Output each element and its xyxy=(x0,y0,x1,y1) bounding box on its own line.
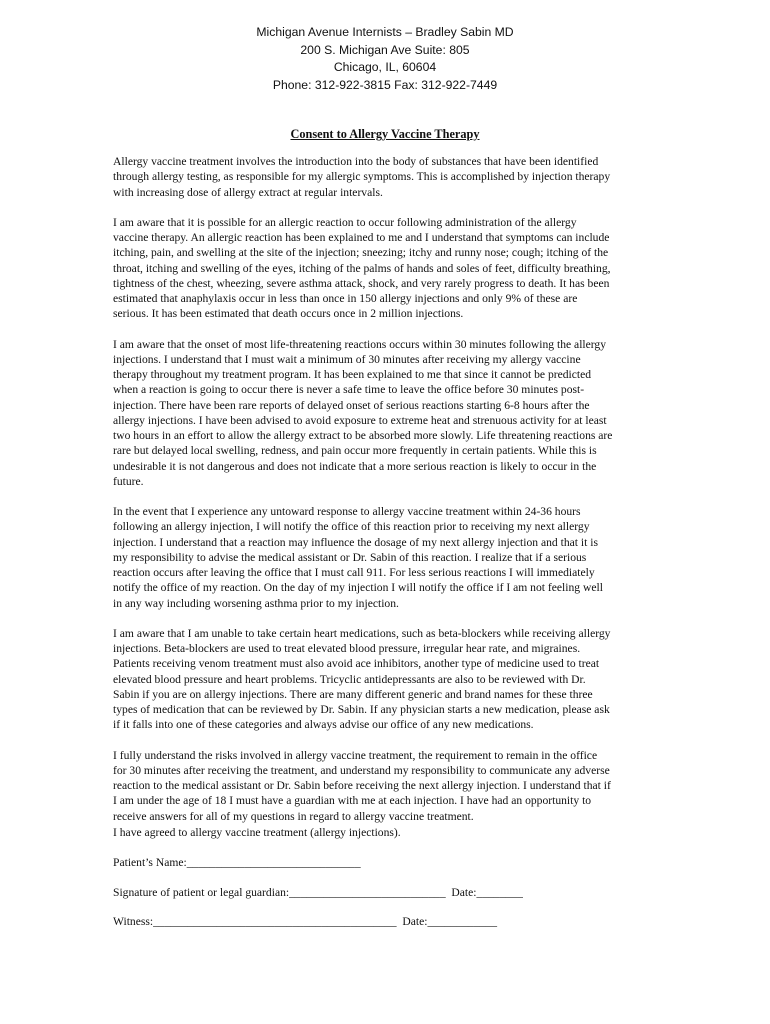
paragraph-line: in any way including worsening asthma prior to my injection. xyxy=(113,596,399,610)
consent-paragraph xyxy=(113,337,659,490)
paragraph-line: future. xyxy=(113,474,144,488)
paragraph-line: following an allergy injection, I will notify the office of this reaction prior to receiving my next allergy xyxy=(113,520,590,534)
consent-body xyxy=(113,154,659,839)
practice-city: Chicago, IL, 60604 xyxy=(333,60,437,75)
paragraph-line: my responsibility to advise the medical assistant or Dr. Sabin of this reaction. I realize that if a serious xyxy=(113,550,587,564)
paragraph-line: Allergy vaccine treatment involves the introduction into the body of substances that have been identified xyxy=(113,155,599,168)
paragraph-line: serious. It has been estimated that death occurs once in 2 million injections. xyxy=(113,307,464,321)
paragraph-line: notify the office of my reaction. On the day of my injection I will notify the office if I am not feeling well xyxy=(113,581,603,595)
paragraph-line: I am under the age of 18 I must have a guardian with me at each injection. I have had an opportunity to xyxy=(113,794,592,808)
letterhead xyxy=(0,24,770,94)
paragraph-line: two hours in an effort to allow the allergy extract to be absorbed more slowly. Life threatening reactions are xyxy=(113,429,613,442)
paragraph-line: tightness of the chest, wheezing, severe asthma attack, shock, and very rarely progress to death. It has been xyxy=(113,276,610,290)
paragraph-line: Patients receiving venom treatment must also avoid ace inhibitors, another type of medicine used to treat xyxy=(113,657,600,671)
paragraph-line: In the event that I experience any untoward response to allergy vaccine treatment within 24-36 hours xyxy=(113,505,581,518)
paragraph-line: when a reaction is going to occur there is never a safe time to leave the office before 30 minutes post- xyxy=(113,383,585,397)
paragraph-line: through allergy testing, as responsible for my allergic symptoms. This is accomplished by injection therapy xyxy=(113,170,611,184)
witness-date-field[interactable]: Witness:__________________________________________ Date:____________ xyxy=(113,915,498,928)
paragraph-line: itching, pain, and swelling at the site of the injection; sneezing; itchy and runny nose; cough; itching of the xyxy=(113,246,609,260)
paragraph-line: types of medication that can be reviewed by Dr. Sabin. If any physician starts a new medication, please ask xyxy=(113,703,610,716)
paragraph-line: elevated blood pressure and heart problems. Tricyclic antidepressants are also to be reviewed with Dr. xyxy=(113,672,586,686)
consent-paragraph xyxy=(113,504,659,611)
paragraph-line: throat, itching and swelling of the eyes, itching of the palms of hands and soles of feet, difficulty breathing, xyxy=(113,261,611,275)
practice-address: 200 S. Michigan Ave Suite: 805 xyxy=(300,42,470,57)
paragraph-line: I am aware that the onset of most life-threatening reactions occurs within 30 minutes following the allergy xyxy=(113,337,607,351)
paragraph-line: rare but delayed local swelling, redness, and pain occur more frequently in certain patients. While this is xyxy=(113,444,597,458)
paragraph-line: for 30 minutes after receiving the treatment, and understand my responsibility to communicate any adverse xyxy=(113,763,610,777)
paragraph-line: vaccine therapy. An allergic reaction has been explained to me and I understand that symptoms can include xyxy=(113,231,610,244)
document-title: Consent to Allergy Vaccine Therapy xyxy=(290,127,480,141)
paragraph-line: undesirable it is not dangerous and does not indicate that a more serious reaction is likely to occur in the xyxy=(113,459,597,473)
paragraph-line: reaction to the medical assistant or Dr. Sabin before receiving the next allergy injection. I understand that if xyxy=(113,779,611,792)
practice-phone-fax: Phone: 312-922-3815 Fax: 312-922-7449 xyxy=(272,77,498,92)
consent-paragraph xyxy=(113,626,659,733)
paragraph-line: injections. Beta-blockers are used to treat elevated blood pressure, irregular hear rate, and migraines. xyxy=(113,642,581,655)
paragraph-line: Sabin if you are on allergy injections. There are many different generic and brand names for these three xyxy=(113,687,593,701)
signature-date-field[interactable]: Signature of patient or legal guardian:___________________________ Date:________ xyxy=(113,886,523,899)
consent-paragraph xyxy=(113,748,659,824)
paragraph-line: I fully understand the risks involved in allergy vaccine treatment, the requirement to remain in the office xyxy=(113,748,598,762)
paragraph-line: I am aware that it is possible for an allergic reaction to occur following administration of the allergy xyxy=(113,215,577,229)
practice-name: Michigan Avenue Internists – Bradley Sabin MD xyxy=(256,25,514,39)
paragraph-line: with increasing dose of allergy extract at regular intervals. xyxy=(113,185,383,199)
consent-paragraph xyxy=(113,215,659,322)
paragraph-line: if it falls into one of these categories and always advise our office of any new medications. xyxy=(113,718,534,732)
paragraph-line: therapy throughout my treatment program. It has been explained to me that since it cannot be predicted xyxy=(113,368,592,381)
consent-statement: I have agreed to allergy vaccine treatment (allergy injections). xyxy=(113,826,401,839)
patient-name-field[interactable]: Patient’s Name:______________________________ xyxy=(113,856,361,869)
paragraph-line: estimated that anaphylaxis occur in less than once in 150 allergy injections and only 9% of these are xyxy=(113,292,578,305)
paragraph-line: receive answers for all of my questions in regard to allergy vaccine treatment. xyxy=(113,809,474,823)
paragraph-line: injection. There have been rare reports of delayed onset of serious reactions starting 6-8 hours after the xyxy=(113,398,590,412)
paragraph-line: allergy injections. I have been advised to avoid exposure to extreme heat and strenuous activity for at least xyxy=(113,413,607,427)
paragraph-line: injections. I understand that I must wait a minimum of 30 minutes after receiving my allergy vaccine xyxy=(113,352,581,366)
paragraph-line: injection. I understand that a reaction may influence the dosage of my next allergy injection and that it is xyxy=(113,535,598,549)
consent-paragraph xyxy=(113,154,659,200)
paragraph-line: reaction occurs after leaving the office that I must call 911. For less serious reactions I will immediately xyxy=(113,566,595,579)
paragraph-line: I am aware that I am unable to take certain heart medications, such as beta-blockers while receiving allergy xyxy=(113,626,611,640)
